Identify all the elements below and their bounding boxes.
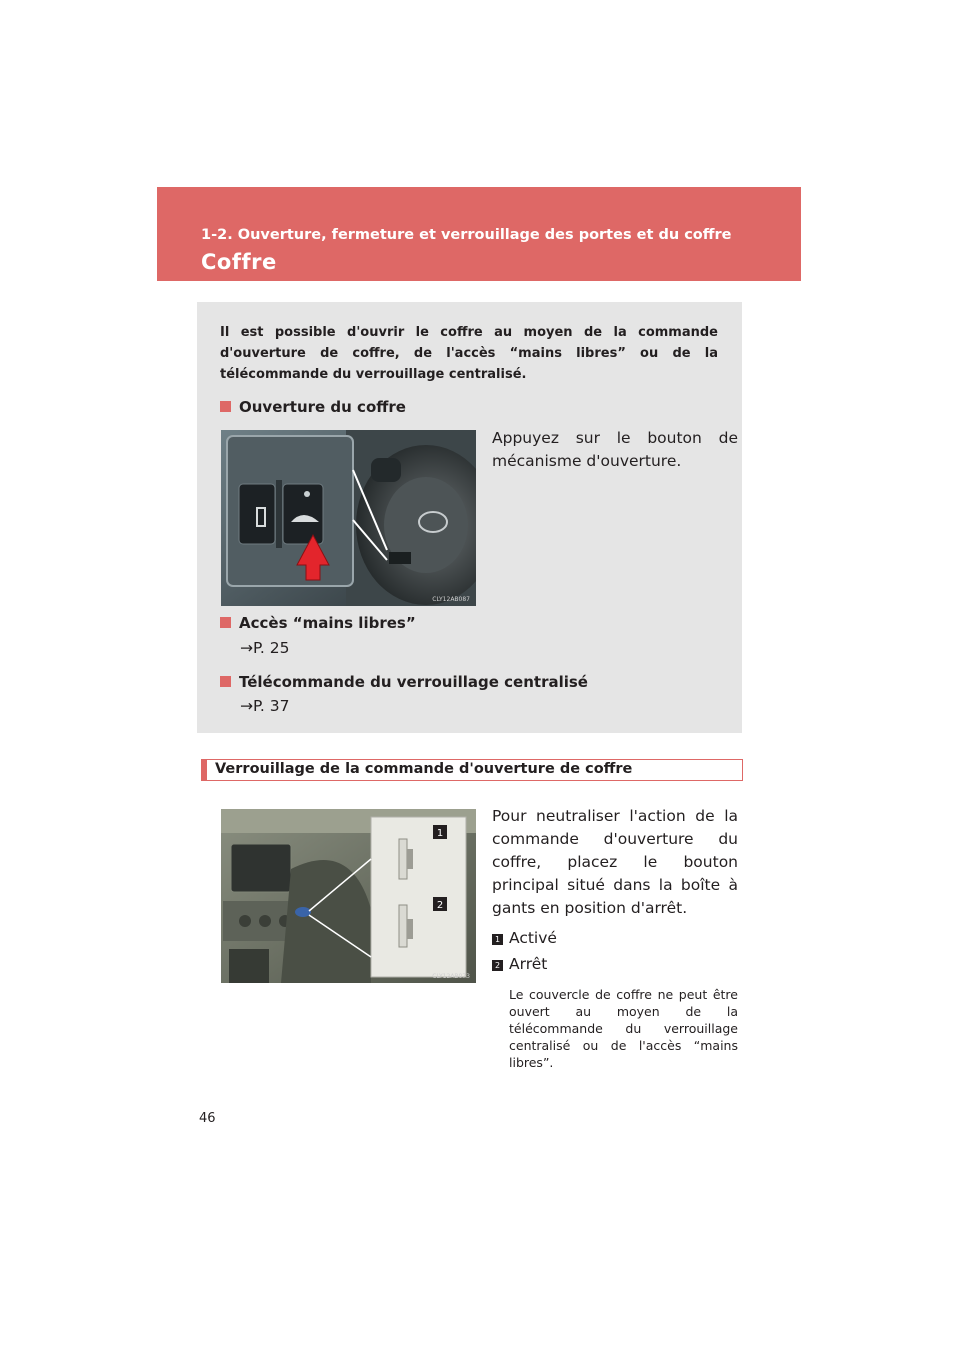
subsection-title: Verrouillage de la commande d'ouverture de coffre	[215, 761, 633, 777]
heading-smart-access: Accès “mains libres”	[220, 614, 416, 632]
intro-text: Il est possible d'ouvrir le coffre au moyen de la commande d'ouverture de coffre, de l'accès “mains libres” ou de la télécommande du verrouillage centralisé.	[220, 325, 718, 382]
page-title: Coffre	[201, 250, 277, 274]
heading-trunk-opening: Ouverture du coffre	[220, 398, 406, 416]
page-number: 46	[199, 1111, 216, 1126]
subsection-accent-bar	[202, 760, 207, 780]
figure-main-switch	[221, 809, 476, 983]
number-badge-1: 1	[492, 934, 503, 945]
note-text: Le couvercle de coffre ne peut être ouvert au moyen de la télécommande du verrouillage centralisé ou de l'accès “mains libres”.	[509, 987, 738, 1070]
glove-box-switch-illustration	[221, 809, 476, 983]
heading-remote-control: Télécommande du verrouillage centralisé	[220, 673, 588, 691]
callout-2: 2	[436, 900, 444, 911]
trunk-opening-text: Appuyez sur le bouton de mécanisme d'ouverture.	[492, 429, 738, 470]
page-reference-link[interactable]: →P. 25	[240, 639, 290, 657]
page-reference-link[interactable]: →P. 37	[240, 697, 290, 715]
section-label: 1-2. Ouverture, fermeture et verrouillage des portes et du coffre	[201, 227, 732, 243]
callout-1: 1	[436, 828, 444, 839]
number-badge-2: 2	[492, 960, 503, 971]
subsection-header	[201, 759, 743, 781]
item-off: 2 Arrêt	[492, 955, 547, 973]
figure-trunk-opener-button	[221, 430, 476, 606]
figure-code: CLY12AB073	[432, 973, 470, 980]
bullet-square-icon	[220, 617, 231, 628]
bullet-square-icon	[220, 676, 231, 687]
figure-code: CLY12AB087	[432, 596, 470, 603]
item-activated: 1 Activé	[492, 929, 557, 947]
trunk-opener-illustration	[221, 430, 476, 606]
bullet-square-icon	[220, 401, 231, 412]
main-switch-text: Pour neutraliser l'action de la commande d'ouverture du coffre, placez le bouton principal situé dans la boîte à gants en position d'arrêt.	[492, 807, 738, 917]
